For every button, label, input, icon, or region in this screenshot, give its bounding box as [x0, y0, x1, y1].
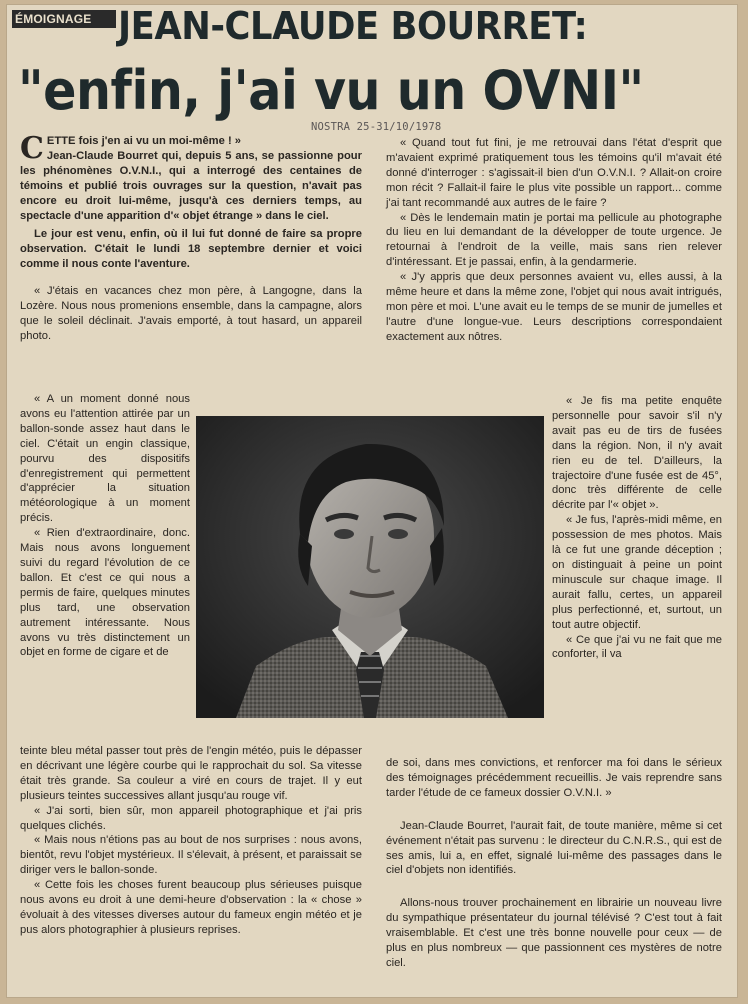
- date-stamp: NOSTRA 25-31/10/1978: [311, 121, 442, 133]
- left-lower-paragraph-1: teinte bleu métal passer tout près de l'engin météo, puis le dépasser en décrivant une légère courbe qui le rapprochait du sol. Sa vitesse était très grande. Sa couleur a viré en cours de trajet. Il y eut plusieurs teintes successives allant jusqu'au rouge vif.: [20, 745, 362, 802]
- right-narrow-paragraph-1: « Je fis ma petite enquête personnelle pour savoir s'il n'y avait pas eu de tirs de fusées dans la région. Non, il n'y avait rien eu de tel. D'ailleurs, la trajectoire d'une fusée est de 45°, donc très différente de celle décrite par l'« objet ».: [552, 395, 722, 512]
- dropcap: C: [20, 131, 44, 166]
- right-lower-paragraph-3: Allons-nous trouver prochainement en librairie un nouveau livre du sympathique présentateur du journal télévisé ? C'est tout à fait vraisemblable. Et c'est une très bonne nouvelle pour ceux — de plus en plus nombreux — que passionnent ces mystères de notre ciel.: [386, 897, 722, 969]
- right-narrow-paragraph-2: « Je fus, l'après-midi même, en possession de mes photos. Mais là ce fut une grande déception ; on distinguait à peine un point minuscule sur chaque image. Il aurait fallu, certes, un appareil plus perfectionné, et, surtout, un tout autre objectif.: [552, 514, 722, 631]
- left-narrow-paragraph-2: « Rien d'extraordinaire, donc. Mais nous avons longuement suivi du regard l'évolution de ce ballon. Et c'est ce qui nous a permis de faire, quelques minutes plus tard, une observation autrement intéressante. Nous avons vu très distinctement un objet en forme de cigare et de: [20, 527, 190, 659]
- right-paragraph-2: « Dès le lendemain matin je portai ma pellicule au photographe du lieu en lui demandant de la développer de toute urgence. Je retournai à l'endroit de la veille, mais sans rien relever d'intéressant. Et je passai, enfin, à la gendarmerie.: [386, 211, 722, 269]
- lead-paragraph: [20, 131, 362, 223]
- left-lower-paragraph-2: « J'ai sorti, bien sûr, mon appareil photographique et j'ai pris quelques clichés.: [20, 804, 362, 832]
- left-lower-paragraph-4: « Cette fois les choses furent beaucoup plus sérieuses puisque nous avons eu droit à une demi-heure d'observation : la « chose » évoluait à des vitesses diverses autour du fameux engin météo et je pus alors photographier à plusieurs reprises.: [20, 879, 362, 936]
- left-narrow-column: [20, 392, 190, 660]
- lead-paragraph-2: Le jour est venu, enfin, où il lui fut donné de faire sa propre observation. C'était le lundi 18 septembre dernier et voici comme il nous conte l'aventure.: [20, 228, 362, 271]
- right-narrow-column: [552, 394, 722, 662]
- lead-first-line: ETTE fois j'en ai vu un moi-même ! »: [46, 135, 242, 147]
- right-paragraph-1: « Quand tout fut fini, je me retrouvai dans l'état d'esprit que m'avaient exprimé pratiquement tous les témoins qu'il m'avait été donné d'interroger : s'agissait-il bien d'un O.V.N.I. ? Allait-on croire mon récit ? Fallait-il faire le plus vite possible un rapport... comme j'ai tant recommandé aux autres de le faire ?: [386, 137, 722, 209]
- left-lower-column: [20, 744, 362, 938]
- lead-text: Jean-Claude Bourret qui, depuis 5 ans, se passionne pour les phénomènes O.V.N.I., qui a interrogé des centaines de témoins et publié trois ouvrages sur la question, n'avait pas encore eu droit lui-même, jusqu'à ces derniers temps, au spectacle d'une apparition d'« objet étrange » dans le ciel.: [20, 149, 362, 222]
- left-paragraph-1: « J'étais en vacances chez mon père, à Langogne, dans la Lozère. Nous nous promenions ensemble, dans la campagne, alors que le soleil déclinait. J'avais emporté, à tout hasard, un appareil photo.: [20, 285, 362, 342]
- portrait-illustration: [196, 416, 544, 718]
- right-paragraph-3: « J'y appris que deux personnes avaient vu, elles aussi, à la même heure et dans la même zone, l'objet qui nous avait intrigués, mon père et moi. L'une avait eu le temps de se munir de jumelles et l'autre d'une longue-vue. Leurs descriptions correspondaient exactement aux nôtres.: [386, 271, 722, 343]
- right-narrow-paragraph-3: « Ce que j'ai vu ne fait que me conforter, il va: [552, 633, 722, 661]
- left-narrow-paragraph-1: « A un moment donné nous avons eu l'attention attirée par un ballon-sonde assez haut dans le ciel. C'était un engin classique, pourvu des dispositifs d'enregistrement qui permettent d'apprécier la situation météorologique à un moment précis.: [20, 393, 190, 525]
- portrait-photo: [196, 416, 544, 718]
- right-lower-column: [386, 756, 722, 971]
- section-kicker: ÉMOIGNAGE: [12, 10, 116, 28]
- headline-line-1: JEAN-CLAUDE BOURRET:: [118, 4, 588, 48]
- right-lower-paragraph-1: de soi, dans mes convictions, et renforcer ma foi dans le sérieux des témoignages précédemment recueillis. Je vais reprendre sans tarder l'étude de ce fameux dossier O.V.N.I. »: [386, 757, 722, 799]
- right-lower-paragraph-2: Jean-Claude Bourret, l'aurait fait, de toute manière, même si cet événement n'était pas survenu : le directeur du C.N.R.S., qui est de ses amis, lui a, en effet, signalé lui-même des passages dans le ciel d'objets non identifiés.: [386, 819, 722, 877]
- lead-column: [20, 131, 362, 344]
- right-upper-column: [386, 136, 722, 345]
- left-lower-paragraph-3: « Mais nous n'étions pas au bout de nos surprises : nous avons, bientôt, revu l'objet mystérieux. Il s'élevait, à présent, et paraissait se diriger vers le ballon-sonde.: [20, 834, 362, 877]
- headline-line-2: "enfin, j'ai vu un OVNI": [18, 59, 644, 122]
